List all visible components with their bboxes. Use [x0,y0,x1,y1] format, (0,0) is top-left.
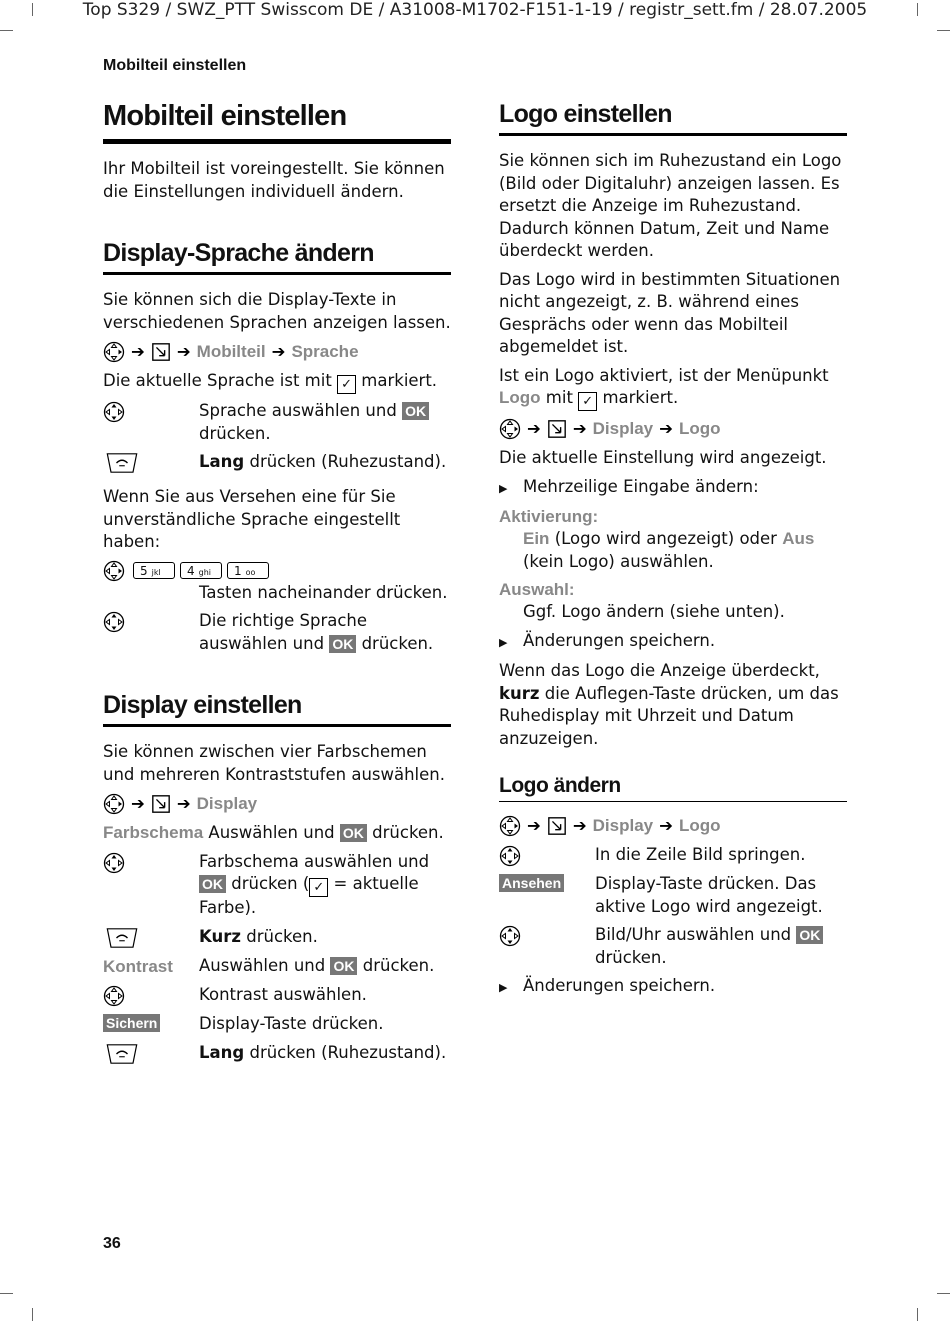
auswahl-label: Auswahl: [499,580,575,599]
display-nav-path [103,792,451,816]
intro-text: Ihr Mobilteil ist voreingestellt. Sie können die Einstellungen individuell ändern. [103,159,445,201]
control-key-icon [103,611,125,633]
step-row: Die richtige Sprache auswählen und OK drücken. [103,610,451,655]
list-item: ▶ Änderungen speichern. [499,975,847,1000]
control-key-icon [103,793,125,815]
step-row: Kontrast Auswählen und OK drücken. [103,955,451,979]
arrow-right-icon: ➔ [572,816,587,835]
ok-key: OK [329,635,356,653]
end-call-key-icon [103,927,141,949]
page-header: Mobilteil einstellen [103,57,247,74]
triangle-bullet-icon: ▶ [499,635,508,649]
control-key-icon [499,418,521,440]
section-heading-logo-aendern: Logo ändern [499,774,847,802]
menu-key-icon [547,816,567,836]
control-key-icon [499,815,521,837]
arrow-right-icon: ➔ [527,816,541,835]
logo-p4: Wenn das Logo die Anzeige überdeckt, kurz die Auflegen-Taste drücken, um das Ruhedisplay mit Uhrzeit und Datum anzuzeigen. [499,661,839,748]
control-key-icon [103,341,125,363]
control-key-icon [103,560,125,582]
menu-item-logo: Logo [678,816,721,835]
step-row: Lang drücken (Ruhezustand). [103,1042,451,1065]
running-header: Top S329 / SWZ_PTT Swisscom DE / A31008-M1702-F151-1-19 / registr_sett.fm / 28.07.2005 [82,0,868,20]
check-mark-icon: ✓ [578,392,597,411]
step-row: Bild/Uhr auswählen und OK drücken. [499,924,847,969]
section-heading-display: Display einstellen [103,691,451,727]
check-mark-icon: ✓ [337,375,356,394]
triangle-bullet-icon: ▶ [499,481,508,495]
arrow-right-icon: ➔ [131,794,145,813]
list-item: ▶ Mehrzeilige Eingabe ändern: [499,476,847,501]
aktivierung-text: Ein (Logo wird angezeigt) oder Aus (kein Logo) auswählen. [523,529,815,571]
auswahl-text: Ggf. Logo ändern (siehe unten). [523,602,785,621]
display-text: Sie können zwischen vier Farbschemen und mehreren Kontraststufen auswählen. [103,742,445,784]
ok-key: OK [340,824,367,842]
section-heading-sprache: Display-Sprache ändern [103,239,451,275]
menu-item-display: Display [196,794,258,813]
logo-p3: Ist ein Logo aktiviert, ist der Menüpunkt Logo mit ✓ markiert. [499,365,829,409]
arrow-right-icon: ➔ [271,342,286,361]
triangle-bullet-icon: ▶ [499,981,508,994]
control-key-icon [499,845,521,867]
arrow-right-icon: ➔ [659,419,673,438]
step-row: Tasten nacheinander drücken. [199,582,448,602]
control-key-icon [499,925,521,947]
step-row: Sichern Display-Taste drücken. [103,1013,451,1036]
menu-key-icon [547,419,567,439]
control-key-icon [103,985,125,1007]
step-row: In die Zeile Bild springen. [499,844,847,867]
arrow-right-icon: ➔ [176,342,191,361]
step-row: Lang drücken (Ruhezustand). [103,451,451,474]
menu-item-sprache: Sprache [291,342,359,361]
key-1: 1 oo [227,562,269,579]
sprache-nav-path [103,340,451,364]
ok-key: OK [796,926,823,944]
logo-p2: Das Logo wird in bestimmten Situationen nicht angezeigt, z. B. während eines Gesprächs oder wenn das Mobilteil abgemeldet ist. [499,269,841,356]
page-title: Mobilteil einstellen [103,100,451,144]
list-item: ▶ Änderungen speichern. [499,630,847,655]
ok-key: OK [402,402,429,420]
end-call-key-icon [103,1043,141,1065]
arrow-right-icon: ➔ [176,794,191,813]
step-row: Ansehen Display-Taste drücken. Das aktive Logo wird angezeigt. [499,873,847,918]
right-column [499,100,847,1006]
key-sequence [103,560,451,582]
step-row: Sprache auswählen und OK drücken. [103,400,451,445]
logo-nav-path [499,417,847,441]
end-call-key-icon [103,452,141,474]
arrow-right-icon: ➔ [572,419,587,438]
arrow-right-icon: ➔ [659,816,673,835]
arrow-right-icon: ➔ [131,342,145,361]
ansehen-key: Ansehen [499,874,564,892]
logo-p1: Sie können sich im Ruhezustand ein Logo (Bild oder Digitaluhr) anzeigen lassen. Es ersetzt die Anzeige im Ruhezustand. Dadurch können Datum, Zeit und Name überdeckt werden. [499,151,842,260]
menu-key-icon [151,342,171,362]
mistake-text: Wenn Sie aus Versehen eine für Sie unverständliche Sprache eingestellt haben: [103,487,401,551]
key-5: 5 jkl [133,562,175,579]
kontrast-label: Kontrast [103,956,173,976]
menu-item-logo: Logo [678,419,721,438]
farbschema-line: Farbschema Auswählen und OK drücken. [103,823,444,842]
section-heading-logo: Logo einstellen [499,100,847,136]
key-4: 4 ghi [180,562,222,579]
logo-current: Die aktuelle Einstellung wird angezeigt. [499,448,827,467]
control-key-icon [103,401,125,423]
menu-key-icon [151,794,171,814]
step-row: Kontrast auswählen. [103,984,451,1007]
aktivierung-label: Aktivierung: [499,507,599,526]
menu-item-mobilteil: Mobilteil [196,342,266,361]
left-column [103,100,451,1071]
ok-key: OK [330,957,357,975]
sichern-key: Sichern [103,1014,160,1032]
control-key-icon [103,852,125,874]
step-row: Farbschema auswählen und OK drücken ( ✓ = aktuelle Farbe). [103,851,451,920]
menu-item-display: Display [592,816,654,835]
ok-key: OK [199,875,226,893]
step-row: Kurz drücken. [103,926,451,949]
logo-aendern-nav-path [499,814,847,838]
page-number: 36 [103,1235,121,1252]
sprache-text: Sie können sich die Display-Texte in verschiedenen Sprachen anzeigen lassen. [103,290,451,332]
arrow-right-icon: ➔ [527,419,541,438]
current-language-text: Die aktuelle Sprache ist mit ✓ markiert. [103,371,438,392]
check-mark-icon: ✓ [309,878,328,897]
menu-item-display: Display [592,419,654,438]
